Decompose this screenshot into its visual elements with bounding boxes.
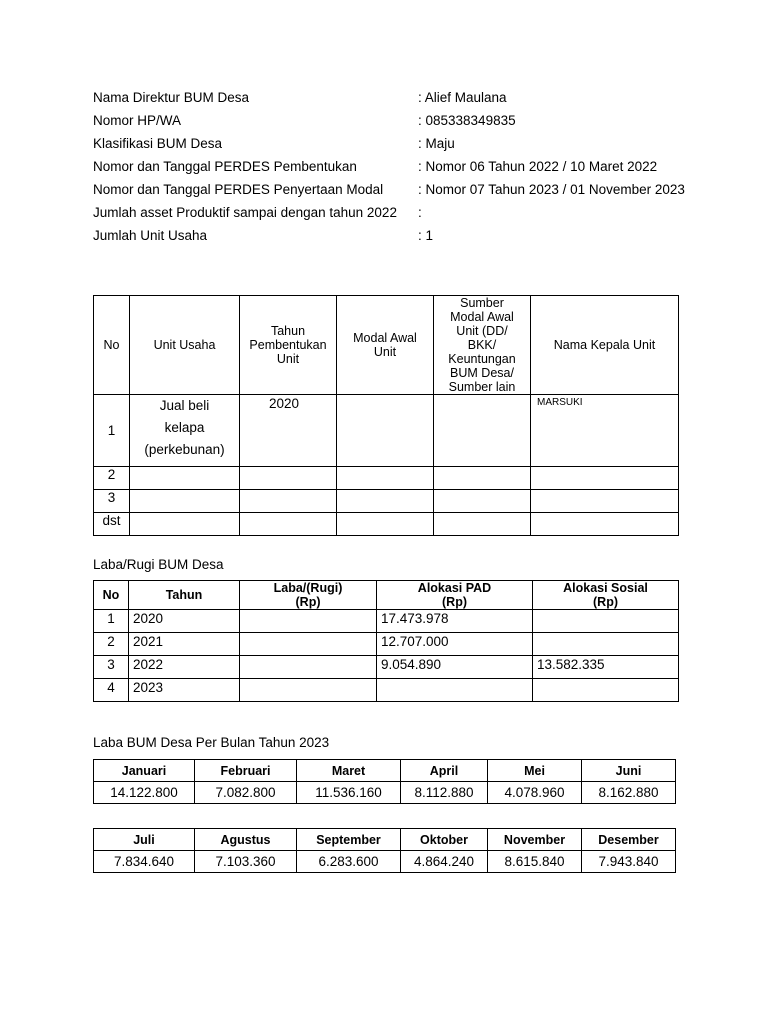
month-value: 8.615.840 — [488, 851, 582, 873]
info-value: : Maju — [418, 136, 455, 151]
kepala-cell — [531, 513, 679, 536]
info-label: Nomor dan Tanggal PERDES Pembentukan — [93, 159, 357, 174]
unit-usaha-cell — [130, 513, 240, 536]
alokasi-sosial-cell — [533, 633, 679, 656]
alokasi-pad-cell: 17.473.978 — [377, 610, 533, 633]
month-value: 7.103.360 — [195, 851, 297, 873]
tahun-cell — [240, 513, 337, 536]
month-value: 8.162.880 — [582, 782, 676, 804]
month-value: 7.943.840 — [582, 851, 676, 873]
laba-rugi-cell — [240, 610, 377, 633]
laba-rugi-table — [93, 580, 679, 702]
info-row-phone — [93, 109, 686, 132]
tahun-cell: 2020 — [129, 610, 240, 633]
month-header-row — [94, 829, 676, 851]
info-label: Klasifikasi BUM Desa — [93, 136, 223, 151]
month-header: Maret — [297, 760, 401, 782]
row-no: 3 — [94, 656, 129, 679]
modal-cell — [337, 513, 434, 536]
info-value: : — [418, 205, 422, 220]
month-header: Desember — [582, 829, 676, 851]
alokasi-sosial-cell — [533, 679, 679, 702]
unit-usaha-table — [93, 295, 679, 536]
month-value: 14.122.800 — [94, 782, 195, 804]
table-row — [94, 679, 679, 702]
kepala-cell — [531, 490, 679, 513]
table-row — [94, 610, 679, 633]
sumber-cell — [434, 467, 531, 490]
month-value: 11.536.160 — [297, 782, 401, 804]
month-value-row — [94, 782, 676, 804]
row-no: 2 — [94, 633, 129, 656]
column-header: Sumber Modal Awal Unit (DD/ BKK/ Keuntungan BUM Desa/ Sumber lain — [434, 296, 531, 395]
laba-rugi-caption: Laba/Rugi BUM Desa — [93, 557, 224, 572]
month-value: 6.283.600 — [297, 851, 401, 873]
row-no: 2 — [94, 467, 130, 490]
column-header: Laba/(Rugi) (Rp) — [240, 581, 377, 610]
info-label: Nomor dan Tanggal PERDES Penyertaan Modal — [93, 182, 384, 197]
column-header: Tahun Pembentukan Unit — [240, 296, 337, 395]
tahun-cell — [240, 490, 337, 513]
alokasi-sosial-cell: 13.582.335 — [533, 656, 679, 679]
modal-cell — [337, 467, 434, 490]
month-header: September — [297, 829, 401, 851]
sumber-cell — [434, 490, 531, 513]
month-header: Februari — [195, 760, 297, 782]
info-label: Jumlah asset Produktif sampai dengan tahun 2022 — [93, 205, 397, 220]
month-value: 7.834.640 — [94, 851, 195, 873]
info-value: : 085338349835 — [418, 113, 516, 128]
alokasi-pad-cell: 12.707.000 — [377, 633, 533, 656]
sumber-cell — [434, 513, 531, 536]
month-header: Mei — [488, 760, 582, 782]
column-header: Alokasi Sosial (Rp) — [533, 581, 679, 610]
table-row — [94, 656, 679, 679]
column-header: Nama Kepala Unit — [531, 296, 679, 395]
row-no: 3 — [94, 490, 130, 513]
laba-rugi-cell — [240, 656, 377, 679]
month-header: Oktober — [401, 829, 488, 851]
column-header: No — [94, 581, 129, 610]
info-value: : Alief Maulana — [418, 90, 507, 105]
unit-usaha-cell — [130, 490, 240, 513]
kepala-cell: MARSUKI — [531, 395, 679, 467]
info-row-director — [93, 86, 686, 109]
modal-cell — [337, 395, 434, 467]
month-value: 4.078.960 — [488, 782, 582, 804]
table-row — [94, 467, 679, 490]
info-label: Nomor HP/WA — [93, 113, 182, 128]
table-row — [94, 395, 679, 467]
info-label: Nama Direktur BUM Desa — [93, 90, 250, 105]
month-header: Januari — [94, 760, 195, 782]
month-header: Agustus — [195, 829, 297, 851]
month-value-row — [94, 851, 676, 873]
table-header-row — [94, 296, 679, 395]
modal-cell — [337, 490, 434, 513]
laba-bulanan-table-jul-des — [93, 828, 676, 873]
alokasi-pad-cell — [377, 679, 533, 702]
column-header: Unit Usaha — [130, 296, 240, 395]
month-value: 7.082.800 — [195, 782, 297, 804]
column-header: No — [94, 296, 130, 395]
tahun-cell: 2021 — [129, 633, 240, 656]
table-row — [94, 513, 679, 536]
column-header: Tahun — [129, 581, 240, 610]
info-row-unit-count — [93, 224, 686, 247]
kepala-cell — [531, 467, 679, 490]
laba-rugi-cell — [240, 633, 377, 656]
alokasi-pad-cell: 9.054.890 — [377, 656, 533, 679]
alokasi-sosial-cell — [533, 610, 679, 633]
column-header: Modal Awal Unit — [337, 296, 434, 395]
info-row-assets — [93, 201, 686, 224]
laba-bulanan-caption: Laba BUM Desa Per Bulan Tahun 2023 — [93, 735, 330, 750]
month-header: April — [401, 760, 488, 782]
table-header-row — [94, 581, 679, 610]
tahun-cell: 2023 — [129, 679, 240, 702]
info-value: : Nomor 06 Tahun 2022 / 10 Maret 2022 — [418, 159, 658, 174]
month-header-row — [94, 760, 676, 782]
row-no: 1 — [94, 610, 129, 633]
column-header: Alokasi PAD (Rp) — [377, 581, 533, 610]
info-label: Jumlah Unit Usaha — [93, 228, 208, 243]
month-value: 4.864.240 — [401, 851, 488, 873]
table-row — [94, 490, 679, 513]
unit-usaha-cell — [130, 467, 240, 490]
month-header: Juni — [582, 760, 676, 782]
info-value: : Nomor 07 Tahun 2023 / 01 November 2023 — [418, 182, 685, 197]
laba-bulanan-table-jan-jun — [93, 759, 676, 804]
row-no: dst — [94, 513, 130, 536]
row-no: 4 — [94, 679, 129, 702]
unit-usaha-cell: Jual beli kelapa (perkebunan) — [130, 395, 240, 467]
laba-rugi-cell — [240, 679, 377, 702]
bumdes-info — [93, 86, 686, 247]
info-row-classification — [93, 132, 686, 155]
month-header: Juli — [94, 829, 195, 851]
table-row — [94, 633, 679, 656]
row-no: 1 — [94, 395, 130, 467]
month-header: November — [488, 829, 582, 851]
tahun-cell: 2022 — [129, 656, 240, 679]
info-row-perdes-capital — [93, 178, 686, 201]
tahun-cell — [240, 467, 337, 490]
sumber-cell — [434, 395, 531, 467]
info-value: : 1 — [418, 228, 434, 243]
month-value: 8.112.880 — [401, 782, 488, 804]
info-row-perdes-formation — [93, 155, 686, 178]
tahun-cell: 2020 — [240, 395, 337, 467]
